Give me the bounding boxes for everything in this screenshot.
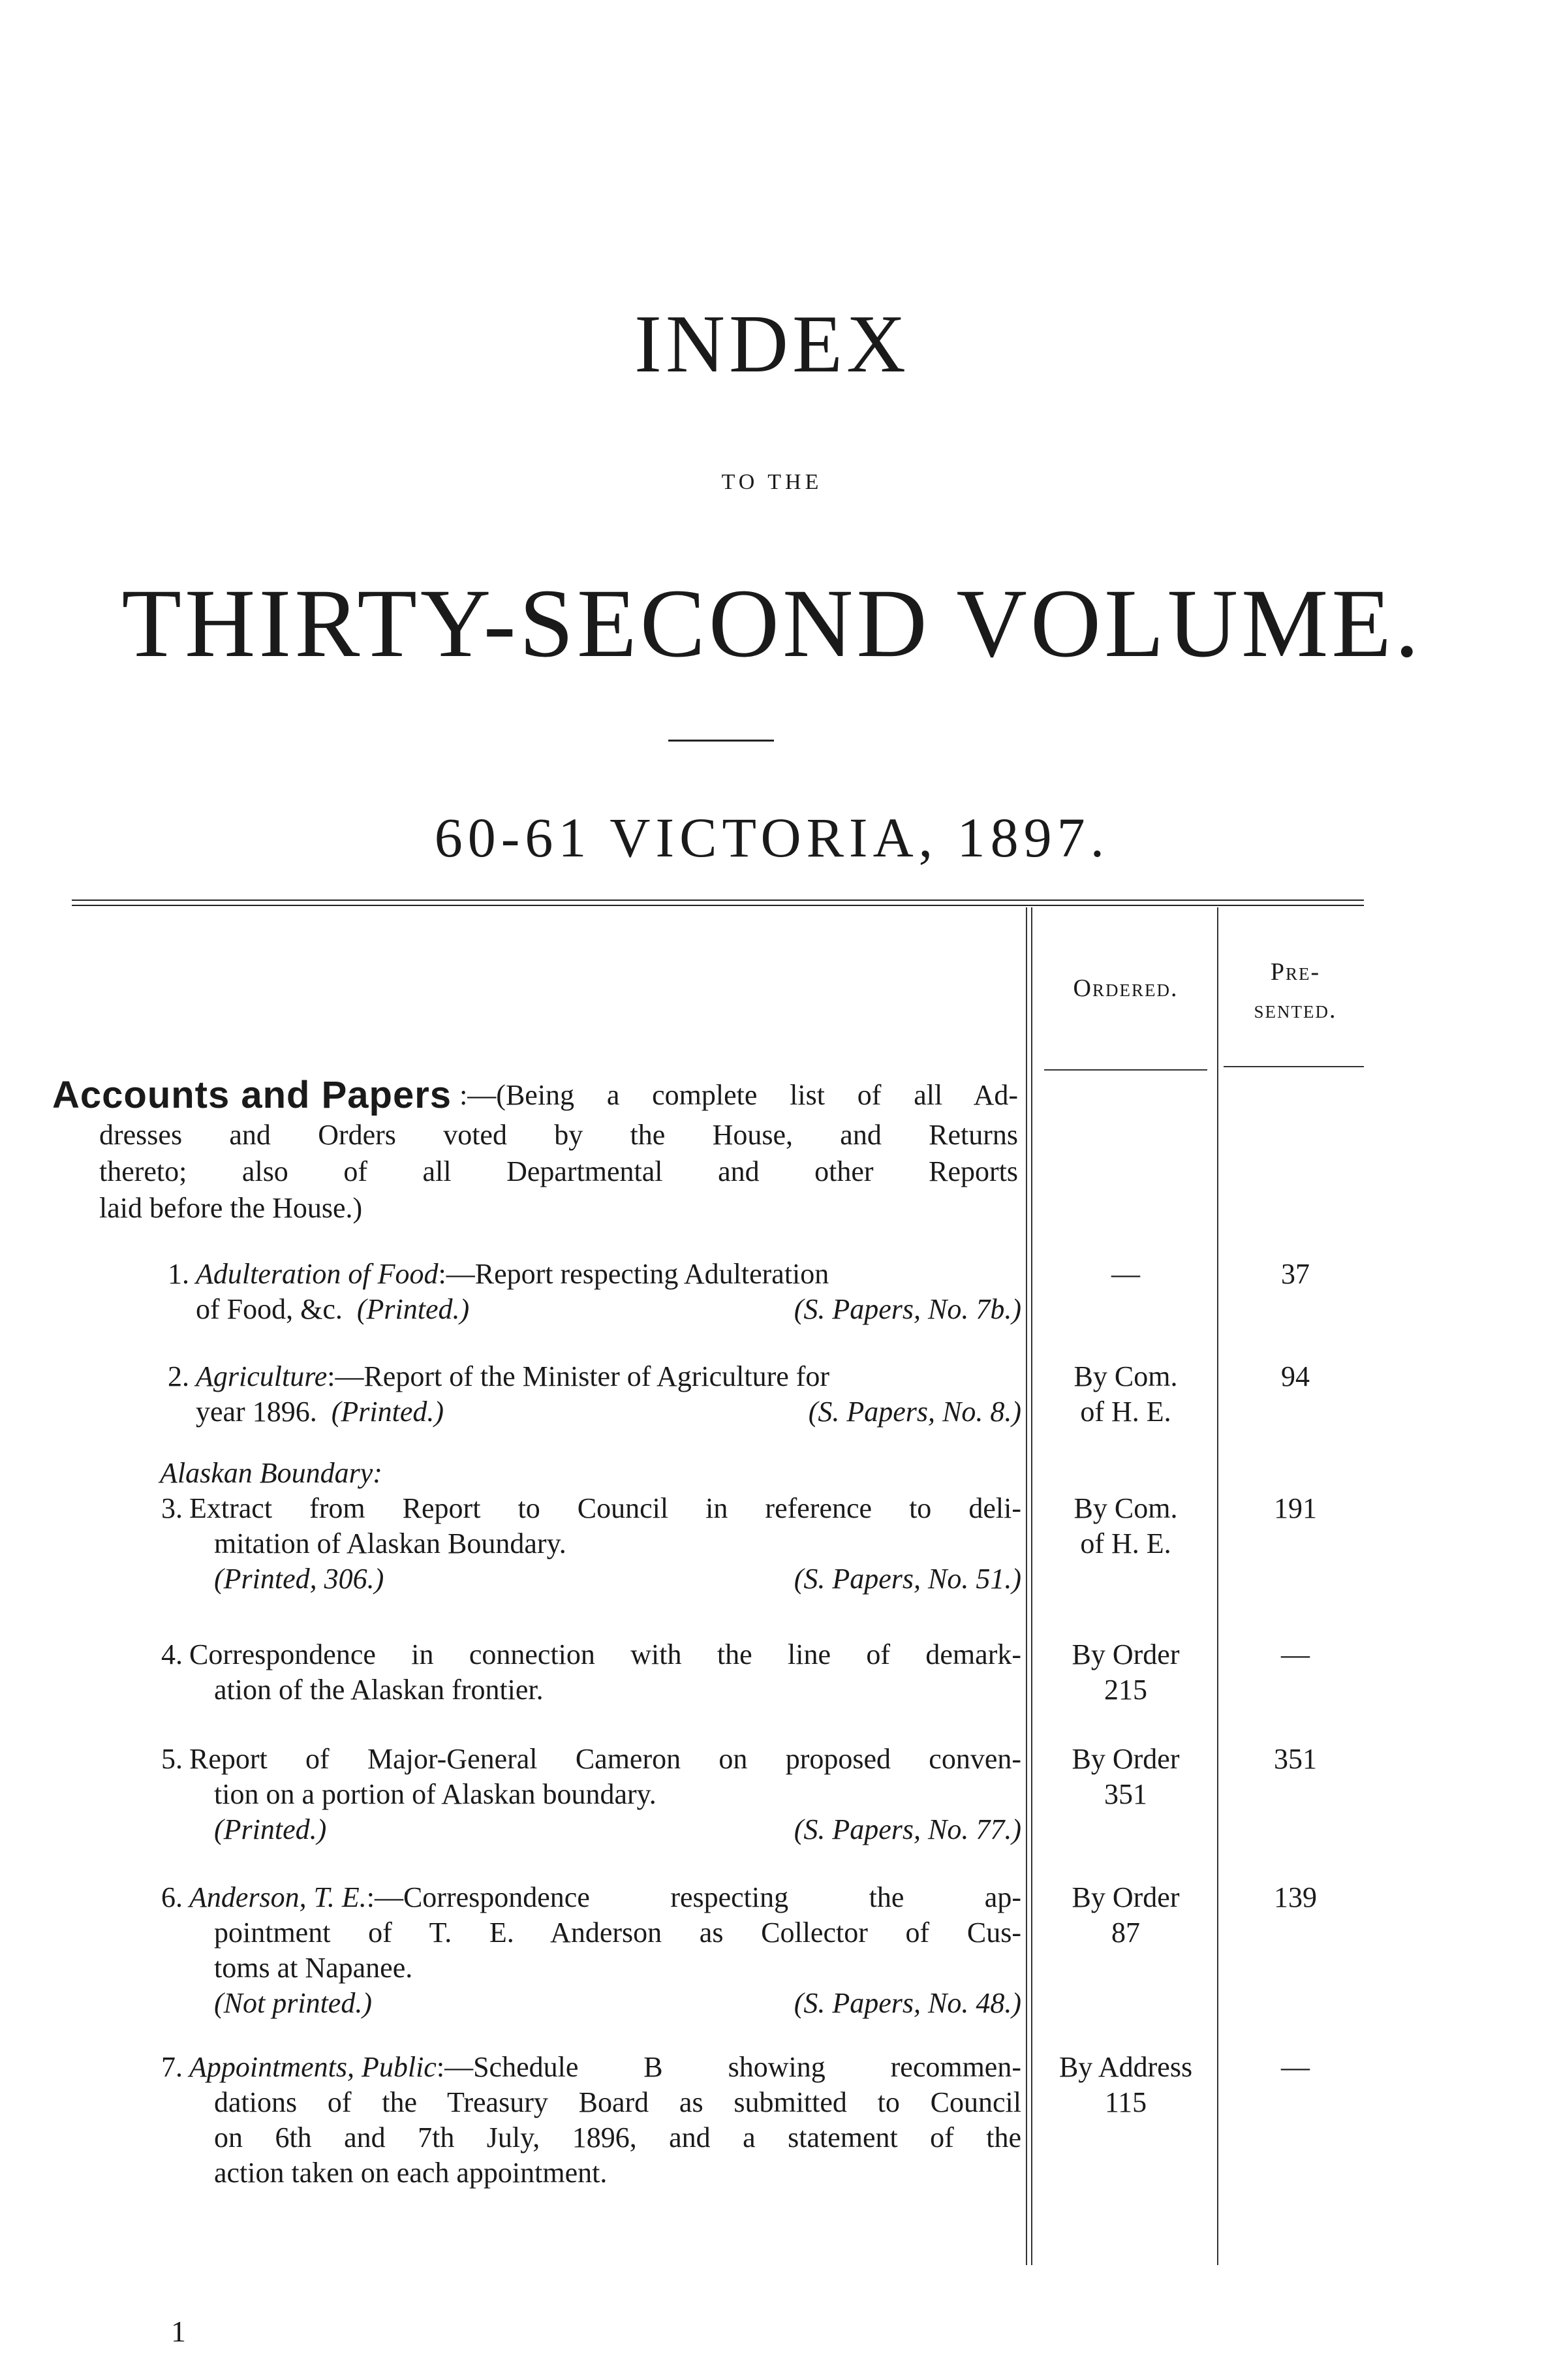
entry-ordered-line2: 351 xyxy=(1104,1778,1147,1810)
entry-text-line2: mitation of Alaskan Boundary. xyxy=(214,1527,566,1559)
entry-ordered-line2: 115 xyxy=(1104,2086,1147,2118)
entry-paper-ref: (S. Papers, No. 48.) xyxy=(794,1987,1021,2019)
section-desc-line3: thereto; also of all Departmental and other Reports xyxy=(99,1155,1018,1187)
section-heading xyxy=(52,1074,1018,1227)
entry-presented: 139 xyxy=(1274,1881,1317,1913)
entry-presented: 37 xyxy=(1281,1258,1310,1290)
entry-text-line1: Report of Major-General Cameron on proposed conven- xyxy=(189,1743,1021,1775)
entry-text-line1: Extract from Report to Council in reference to deli- xyxy=(189,1492,1021,1524)
entry-paper-ref: (S. Papers, No. 7b.) xyxy=(794,1293,1021,1325)
entry-ordered xyxy=(1038,1880,1214,1950)
entry-presented: 94 xyxy=(1281,1360,1310,1392)
entry-number: 1. xyxy=(168,1258,189,1290)
entry-status: (Printed.) xyxy=(214,1813,327,1845)
entry-number: 5. xyxy=(161,1743,183,1775)
column-divider-ordered xyxy=(1217,907,1218,2265)
entry-text-line2: year 1896. xyxy=(196,1396,317,1428)
entry-ordered-line2: 87 xyxy=(1111,1917,1140,1949)
index-title: INDEX xyxy=(634,299,910,390)
column-header-presented xyxy=(1220,953,1370,1029)
session-title: 60-61 VICTORIA, 1897. xyxy=(434,806,1110,869)
double-rule xyxy=(72,900,1364,906)
entry-text-line1: :—Correspondence respecting the ap- xyxy=(366,1881,1021,1913)
entry-status: (Not printed.) xyxy=(214,1987,372,2019)
entry-text-line4: action taken on each appointment. xyxy=(214,2157,608,2189)
entry-ordered-line2: of H. E. xyxy=(1080,1396,1171,1428)
entry-presented: — xyxy=(1281,2051,1310,2083)
entry-text-line2: dations of the Treasury Board as submitted to Council xyxy=(214,2086,1021,2118)
entry-presented: — xyxy=(1281,1638,1310,1670)
entry-text-line1: :—Report respecting Adulteration xyxy=(438,1258,829,1290)
entry-topic: Adulteration of Food xyxy=(196,1258,439,1290)
entry-text-line2: ation of the Alaskan frontier. xyxy=(214,1674,544,1706)
entry-ordered-line1: By Com. xyxy=(1073,1492,1178,1524)
entry-paper-ref: (S. Papers, No. 51.) xyxy=(794,1563,1021,1595)
section-title: Accounts and Papers xyxy=(52,1074,452,1116)
section-desc-line2: dresses and Orders voted by the House, and Returns xyxy=(99,1119,1018,1151)
entry-topic: Agriculture xyxy=(196,1360,328,1392)
entry-paper-ref: (S. Papers, No. 77.) xyxy=(794,1813,1021,1845)
entry-ordered-line1: By Order xyxy=(1072,1638,1180,1670)
entry-ordered-line1: By Order xyxy=(1072,1743,1180,1775)
entry-presented: 191 xyxy=(1274,1492,1317,1524)
entry-text-line1: :—Report of the Minister of Agriculture for xyxy=(327,1360,830,1392)
entry-ordered-line2: 215 xyxy=(1104,1674,1147,1706)
entry-text-line3: toms at Napanee. xyxy=(214,1952,413,1984)
column-divider-main-inner xyxy=(1031,907,1032,2265)
column-header-ordered: Ordered. xyxy=(1073,975,1179,1002)
entry-ordered-line1: By Order xyxy=(1072,1881,1180,1913)
entry-status: (Printed, 306.) xyxy=(214,1563,384,1595)
entry-number: 2. xyxy=(168,1360,189,1392)
entry-text-line2: pointment of T. E. Anderson as Collector of Cus- xyxy=(214,1917,1021,1949)
page-number: 1 xyxy=(171,2315,186,2348)
column-header-presented-line1: Pre- xyxy=(1270,958,1321,986)
section-desc-line1: :—(Being a complete list of all Ad- xyxy=(459,1079,1018,1111)
entry-presented: 351 xyxy=(1274,1743,1317,1775)
to-the-caption: TO THE xyxy=(721,470,823,494)
entry-ordered-line1: By Com. xyxy=(1073,1360,1178,1392)
entry-topic: Appointments, Public xyxy=(189,2051,437,2083)
column-divider-main xyxy=(1026,907,1027,2265)
entry-ordered xyxy=(1038,1359,1214,1430)
entry-number: 6. xyxy=(161,1881,183,1913)
entry-ordered-line1: By Address xyxy=(1058,2051,1193,2083)
entry-ordered xyxy=(1038,1637,1214,1708)
entry-text-line3: on 6th and 7th July, 1896, and a statement of the xyxy=(214,2122,1021,2153)
entry-ordered xyxy=(1038,1491,1214,1561)
entry-ordered-line2: of H. E. xyxy=(1080,1527,1171,1559)
entry-ordered: — xyxy=(1111,1258,1140,1290)
entry-status: (Printed.) xyxy=(331,1396,444,1428)
header-rule-ordered xyxy=(1044,1069,1207,1071)
short-rule xyxy=(668,740,774,742)
entry-subhead: Alaskan Boundary: xyxy=(160,1457,382,1489)
section-desc-line4: laid before the House.) xyxy=(99,1192,363,1224)
entry-topic: Anderson, T. E. xyxy=(189,1881,367,1913)
entry-number: 3. xyxy=(161,1492,183,1524)
entry-paper-ref: (S. Papers, No. 8.) xyxy=(808,1396,1021,1428)
entry-status: (Printed.) xyxy=(356,1293,470,1325)
column-header-presented-line2: sented. xyxy=(1254,996,1337,1024)
header-rule-presented xyxy=(1224,1066,1364,1067)
entry-ordered xyxy=(1038,1742,1214,1812)
entry-text-line2: tion on a portion of Alaskan boundary. xyxy=(214,1778,656,1810)
volume-title: THIRTY-SECOND VOLUME. xyxy=(121,569,1423,678)
entry-text-line2: of Food, &c. xyxy=(196,1293,343,1325)
entry-text-line1: :—Schedule B showing recommen- xyxy=(436,2051,1021,2083)
entry-number: 4. xyxy=(161,1638,183,1670)
entry-ordered xyxy=(1038,2050,1214,2120)
entry-number: 7. xyxy=(161,2051,183,2083)
entry-text-line1: Correspondence in connection with the line of demark- xyxy=(189,1638,1021,1670)
